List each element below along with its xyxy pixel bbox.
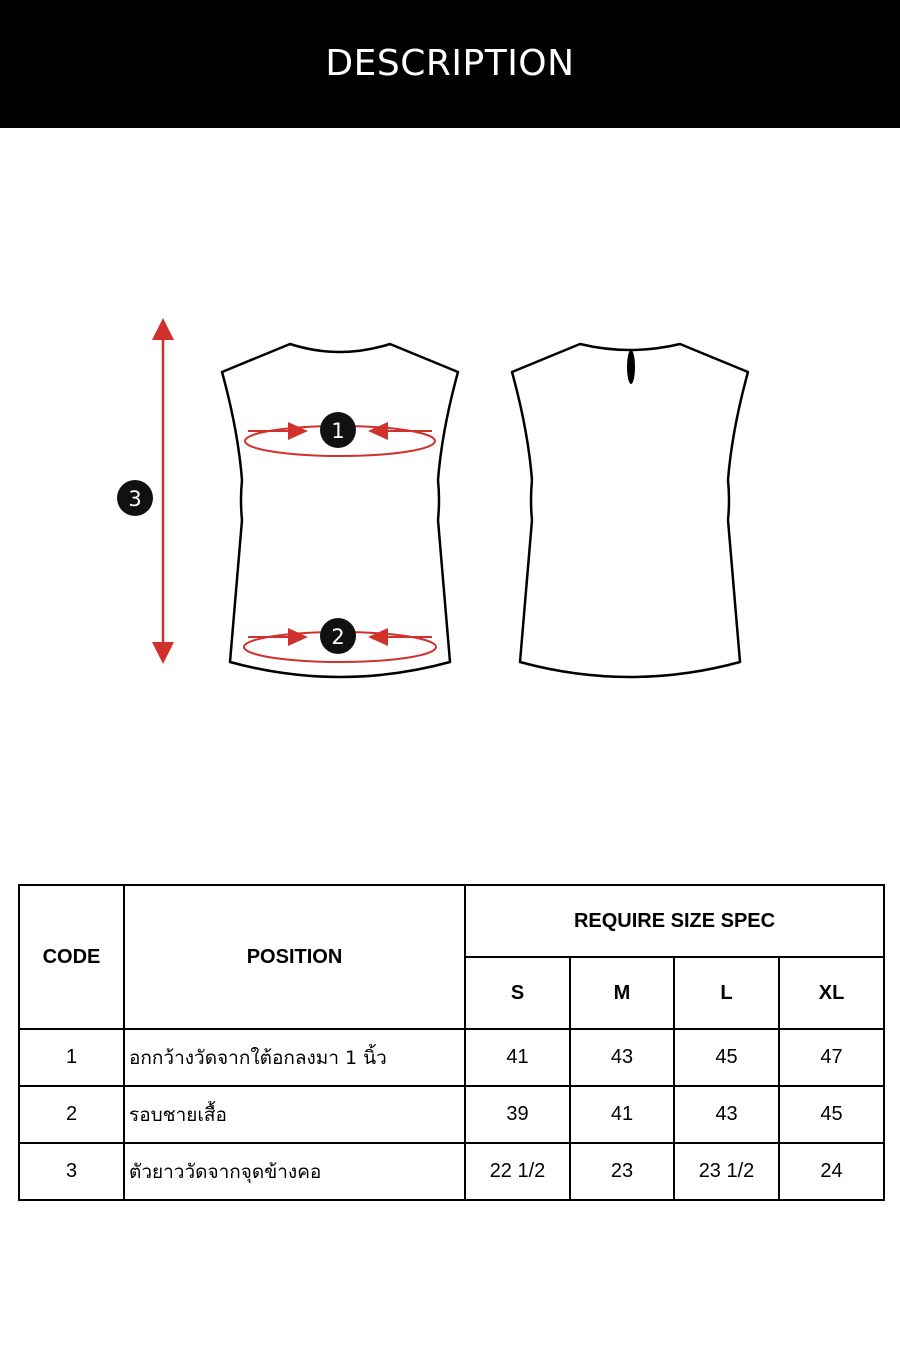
marker-label-1: 1 <box>331 419 345 443</box>
row-position: อกกว้างวัดจากใต้อกลงมา 1 นิ้ว <box>124 1029 465 1086</box>
table-row <box>19 1143 884 1200</box>
row-value-xl: 47 <box>779 1029 884 1086</box>
row-value-s: 39 <box>465 1086 570 1143</box>
row-code: 2 <box>19 1086 124 1143</box>
row-value-s: 41 <box>465 1029 570 1086</box>
table-row <box>19 1029 884 1086</box>
marker-label-2: 2 <box>331 625 345 649</box>
marker-badge-3 <box>117 480 153 516</box>
row-value-s: 22 1/2 <box>465 1143 570 1200</box>
page-title: DESCRIPTION <box>325 42 575 84</box>
header-bar <box>0 0 900 128</box>
size-header-l: L <box>674 957 779 1029</box>
row-value-m: 43 <box>570 1029 674 1086</box>
marker-badge-1 <box>320 412 356 448</box>
back-view-outline <box>512 344 748 677</box>
column-header-position: POSITION <box>124 885 465 1029</box>
length-arrow-bottom-head <box>152 642 174 664</box>
size-header-xl: XL <box>779 957 884 1029</box>
hem-arrow-left-head <box>288 628 308 646</box>
table-row <box>19 1086 884 1143</box>
row-value-xl: 45 <box>779 1086 884 1143</box>
row-code: 1 <box>19 1029 124 1086</box>
length-arrow-top-head <box>152 318 174 340</box>
row-code: 3 <box>19 1143 124 1200</box>
keyhole-icon <box>627 350 635 384</box>
column-header-spec: REQUIRE SIZE SPEC <box>465 885 884 957</box>
row-value-l: 43 <box>674 1086 779 1143</box>
row-value-m: 23 <box>570 1143 674 1200</box>
row-value-l: 23 1/2 <box>674 1143 779 1200</box>
size-header-s: S <box>465 957 570 1029</box>
garment-diagram <box>0 128 900 828</box>
marker-label-3: 3 <box>128 487 142 511</box>
row-value-xl: 24 <box>779 1143 884 1200</box>
size-header-m: M <box>570 957 674 1029</box>
chest-arrow-left-head <box>288 422 308 440</box>
row-value-l: 45 <box>674 1029 779 1086</box>
row-position: รอบชายเสื้อ <box>124 1086 465 1143</box>
size-spec-table <box>18 884 885 1201</box>
row-value-m: 41 <box>570 1086 674 1143</box>
hem-arrow-right-head <box>368 628 388 646</box>
chest-arrow-right-head <box>368 422 388 440</box>
column-header-code: CODE <box>19 885 124 1029</box>
marker-badge-2 <box>320 618 356 654</box>
row-position: ตัวยาววัดจากจุดข้างคอ <box>124 1143 465 1200</box>
